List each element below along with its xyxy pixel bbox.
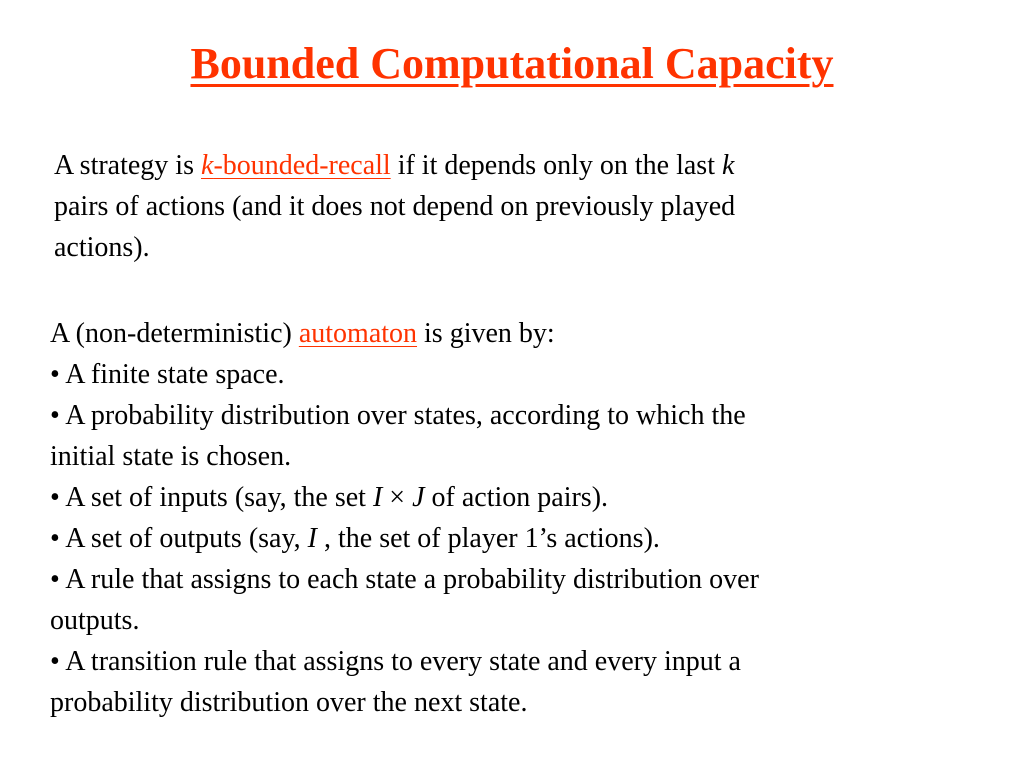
definition-line-2: pairs of actions (and it does not depend on previously played: [54, 191, 736, 222]
bounded-recall-term: [201, 150, 391, 181]
slide-title: Bounded Computational Capacity: [190, 39, 834, 88]
bullet-inputs-suffix: of action pairs).: [424, 482, 609, 513]
bullet-outputs-prefix: • A set of outputs (say,: [50, 523, 308, 554]
bullet-transition-rule-line-2: probability distribution over the next state.: [50, 687, 528, 718]
definition-line-1: [54, 145, 934, 186]
automaton-intro-suffix: is given by:: [417, 318, 555, 349]
definition-k: k: [721, 150, 735, 181]
bullet-output-rule-line-2: outputs.: [50, 605, 140, 636]
bullet-inputs-I: I: [372, 482, 383, 513]
definition-line-3: actions).: [54, 232, 150, 263]
definition-paragraph: [54, 145, 934, 268]
bullet-transition-rule-line-1: • A transition rule that assigns to every state and every input a: [50, 646, 741, 677]
bullet-inputs-times: ×: [382, 482, 413, 513]
automaton-paragraph: [50, 313, 1000, 723]
bullet-inputs: [50, 477, 1000, 518]
bounded-recall-rest: -bounded-recall: [213, 150, 391, 181]
bullet-output-rule-line-1: • A rule that assigns to each state a probability distribution over: [50, 564, 759, 595]
bullet-outputs-suffix: , the set of player 1’s actions).: [316, 523, 660, 554]
bullet-initial-distribution-line-2: initial state is chosen.: [50, 441, 292, 472]
automaton-intro-prefix: A (non-deterministic): [50, 318, 299, 349]
bullet-outputs: [50, 518, 1000, 559]
bullet-inputs-J: J: [412, 482, 425, 513]
bounded-recall-k: k: [201, 150, 214, 181]
bullet-outputs-I: I: [307, 523, 317, 554]
definition-middle: if it depends only on the last: [390, 150, 722, 181]
definition-prefix: A strategy is: [54, 150, 201, 181]
bullet-initial-distribution-line-1: • A probability distribution over states, according to which the: [50, 400, 746, 431]
automaton-term: automaton: [298, 318, 418, 349]
bullet-inputs-prefix: • A set of inputs (say, the set: [50, 482, 373, 513]
bullet-finite-state-space: • A finite state space.: [50, 359, 285, 390]
automaton-intro: [50, 313, 1000, 354]
